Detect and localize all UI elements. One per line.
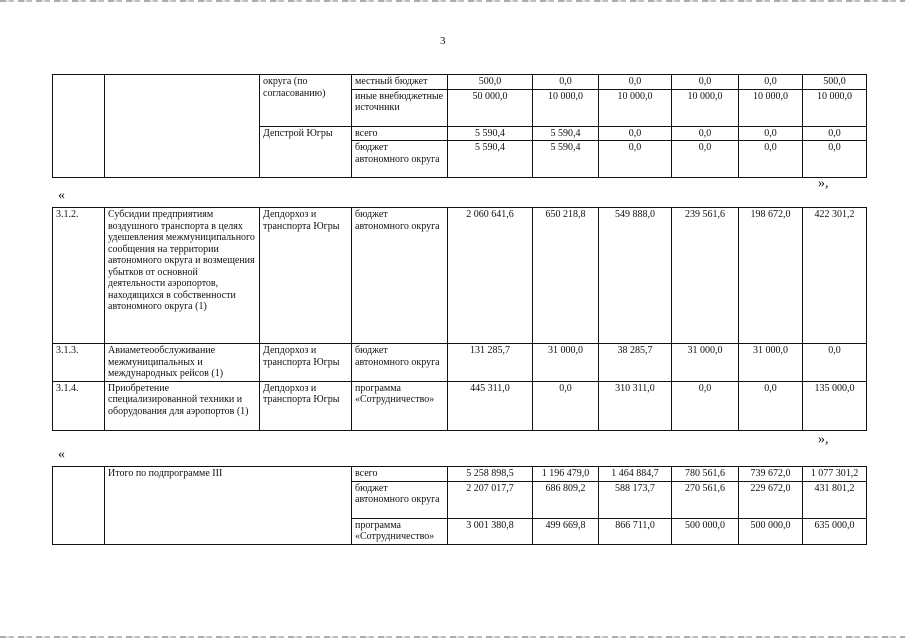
value-cell: 2 060 641,6	[448, 208, 533, 344]
table-row	[53, 208, 867, 344]
value-cell: 31 000,0	[739, 344, 803, 382]
value-cell: 0,0	[533, 75, 599, 90]
value-cell: 10 000,0	[803, 89, 867, 126]
value-cell: 0,0	[672, 381, 739, 430]
source-cell: программа «Сотрудничество»	[352, 518, 448, 544]
value-cell: 650 218,8	[533, 208, 599, 344]
continuation-table	[52, 74, 867, 178]
value-cell: 1 077 301,2	[803, 467, 867, 482]
value-cell: 0,0	[739, 141, 803, 178]
name-cell: Авиаметеообслуживание межмуниципальных и международных рейсов (1)	[105, 344, 260, 382]
value-cell: 0,0	[672, 75, 739, 90]
scan-edge-top	[0, 0, 905, 2]
value-cell: 10 000,0	[672, 89, 739, 126]
executor-cell: Депдорхоз и транспорта Югры	[260, 381, 352, 430]
executor-cell: округа (по согласованию)	[260, 75, 352, 127]
value-cell: 500 000,0	[672, 518, 739, 544]
value-cell: 0,0	[739, 381, 803, 430]
value-cell: 2 207 017,7	[448, 481, 533, 518]
source-cell: бюджет автономного округа	[352, 344, 448, 382]
value-cell: 739 672,0	[739, 467, 803, 482]
value-cell: 866 711,0	[599, 518, 672, 544]
totals-table	[52, 466, 867, 545]
value-cell: 310 311,0	[599, 381, 672, 430]
table-row	[53, 75, 867, 90]
value-cell: 635 000,0	[803, 518, 867, 544]
executor-cell: Депдорхоз и транспорта Югры	[260, 208, 352, 344]
value-cell: 3 001 380,8	[448, 518, 533, 544]
value-cell: 50 000,0	[448, 89, 533, 126]
source-cell: местный бюджет	[352, 75, 448, 90]
value-cell: 0,0	[803, 126, 867, 141]
value-cell: 5 590,4	[448, 141, 533, 178]
table-row	[53, 344, 867, 382]
name-cell	[105, 75, 260, 178]
value-cell: 10 000,0	[533, 89, 599, 126]
value-cell: 31 000,0	[533, 344, 599, 382]
closing-quote: »,	[818, 176, 829, 191]
number-cell: 3.1.2.	[53, 208, 105, 344]
value-cell: 0,0	[672, 126, 739, 141]
executor-cell: Депдорхоз и транспорта Югры	[260, 344, 352, 382]
value-cell: 0,0	[533, 381, 599, 430]
name-cell: Приобретение специализированной техники и оборудования для аэропортов (1)	[105, 381, 260, 430]
value-cell: 131 285,7	[448, 344, 533, 382]
value-cell: 0,0	[599, 75, 672, 90]
measures-table	[52, 207, 867, 431]
value-cell: 549 888,0	[599, 208, 672, 344]
executor-cell: Депстрой Югры	[260, 126, 352, 178]
value-cell: 0,0	[739, 75, 803, 90]
value-cell: 5 590,4	[533, 141, 599, 178]
value-cell: 239 561,6	[672, 208, 739, 344]
value-cell: 270 561,6	[672, 481, 739, 518]
value-cell: 0,0	[599, 141, 672, 178]
source-cell: бюджет автономного округа	[352, 208, 448, 344]
value-cell: 445 311,0	[448, 381, 533, 430]
value-cell: 422 301,2	[803, 208, 867, 344]
name-cell: Субсидии предприятиям воздушного транспорта в целях удешевления межмуниципального сообщения на территории автономного округа и возмещения убытков от основной деятельности аэропортов, находящихся в собственности автономного округа (1)	[105, 208, 260, 344]
source-cell: иные внебюджетные источники	[352, 89, 448, 126]
opening-quote: «	[58, 447, 65, 462]
value-cell: 0,0	[599, 126, 672, 141]
page-number: 3	[440, 35, 446, 47]
value-cell: 0,0	[672, 141, 739, 178]
closing-quote: »,	[818, 432, 829, 447]
value-cell: 5 590,4	[533, 126, 599, 141]
number-cell: 3.1.3.	[53, 344, 105, 382]
value-cell: 38 285,7	[599, 344, 672, 382]
value-cell: 500,0	[803, 75, 867, 90]
value-cell: 10 000,0	[599, 89, 672, 126]
value-cell: 500,0	[448, 75, 533, 90]
value-cell: 5 258 898,5	[448, 467, 533, 482]
source-cell: всего	[352, 126, 448, 141]
value-cell: 1 464 884,7	[599, 467, 672, 482]
source-cell: бюджет автономного округа	[352, 141, 448, 178]
value-cell: 0,0	[803, 141, 867, 178]
source-cell: программа «Сотрудничество»	[352, 381, 448, 430]
number-cell: 3.1.4.	[53, 381, 105, 430]
value-cell: 135 000,0	[803, 381, 867, 430]
table-row	[53, 381, 867, 430]
value-cell: 5 590,4	[448, 126, 533, 141]
number-cell	[53, 467, 105, 545]
value-cell: 499 669,8	[533, 518, 599, 544]
value-cell: 588 173,7	[599, 481, 672, 518]
number-cell	[53, 75, 105, 178]
source-cell: всего	[352, 467, 448, 482]
total-label: Итого по подпрограмме III	[105, 467, 352, 545]
value-cell: 198 672,0	[739, 208, 803, 344]
value-cell: 686 809,2	[533, 481, 599, 518]
value-cell: 500 000,0	[739, 518, 803, 544]
opening-quote: «	[58, 188, 65, 203]
value-cell: 0,0	[739, 126, 803, 141]
value-cell: 31 000,0	[672, 344, 739, 382]
value-cell: 431 801,2	[803, 481, 867, 518]
value-cell: 1 196 479,0	[533, 467, 599, 482]
value-cell: 229 672,0	[739, 481, 803, 518]
scan-edge-bottom	[0, 636, 905, 638]
table-row	[53, 467, 867, 482]
value-cell: 0,0	[803, 344, 867, 382]
value-cell: 10 000,0	[739, 89, 803, 126]
value-cell: 780 561,6	[672, 467, 739, 482]
source-cell: бюджет автономного округа	[352, 481, 448, 518]
